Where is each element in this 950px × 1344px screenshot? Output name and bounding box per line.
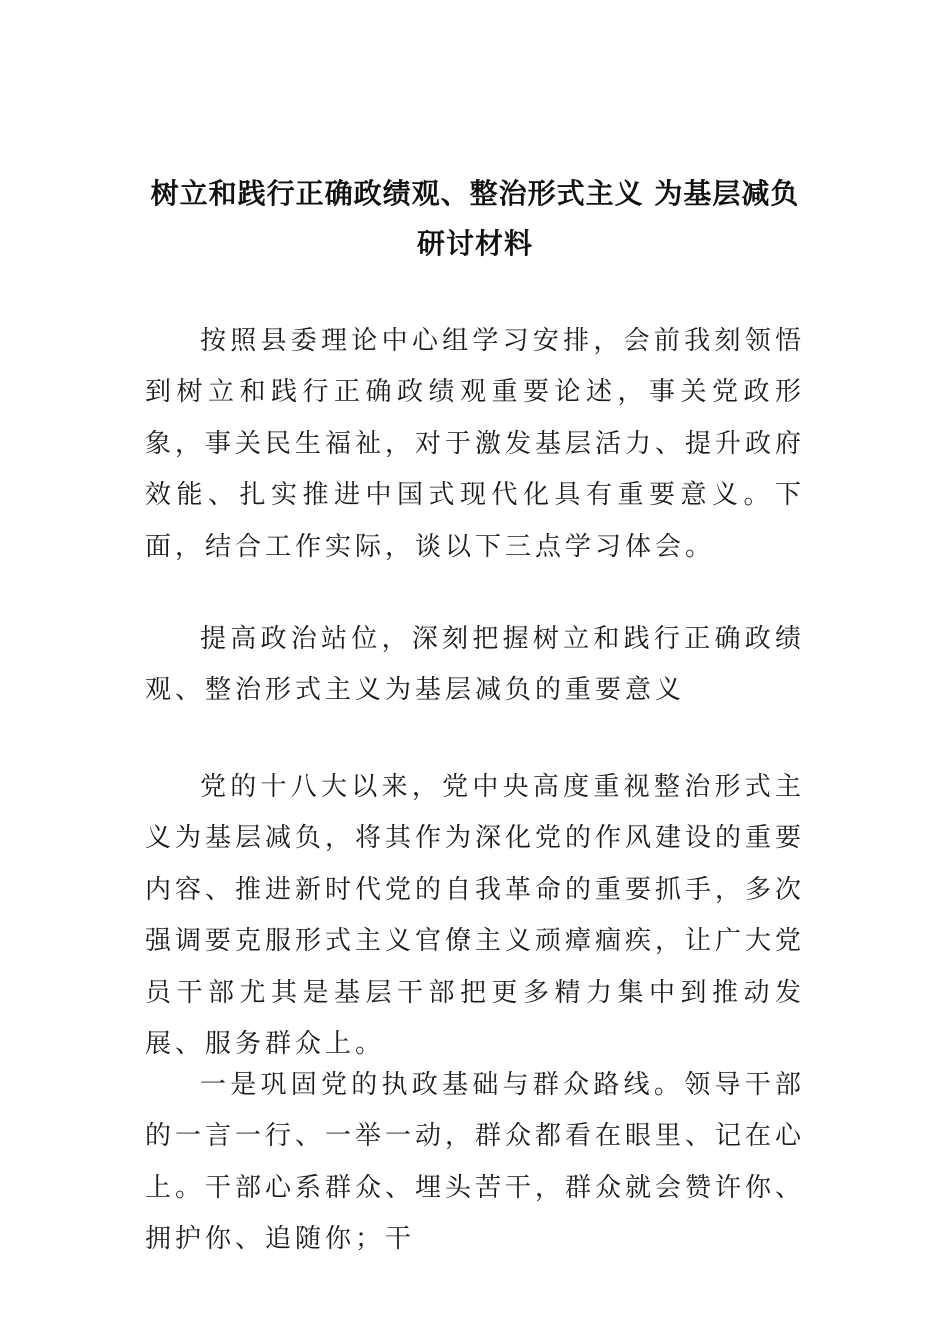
paragraph-background: 党的十八大以来，党中央高度重视整治形式主义为基层减负，将其作为深化党的作风建设的重要内容、推进新时代党的自我革命的重要抓手，多次强调要克服形式主义官僚主义顽瘴痼疾，让广大党员干部尤其是基层干部把更多精力集中到推动发展、服务群众上。 — [145, 772, 806, 1060]
paragraph-point-one: 一是巩固党的执政基础与群众路线。领导干部的一言一行、一举一动，群众都看在眼里、记在心上。干部心系群众、埋头苦干，群众就会赞许你、拥护你、追随你；干 — [145, 1070, 806, 1255]
document-title-line-2: 研讨材料 — [416, 227, 533, 260]
document-title-line-1: 树立和践行正确政绩观、整治形式主义 为基层减负 — [150, 177, 800, 210]
paragraph-intro: 按照县委理论中心组学习安排，会前我刻领悟到树立和践行正确政绩观重要论述，事关党政形象，事关民生福祉，对于激发基层活力、提升政府效能、扎实推进中国式现代化具有重要意义。下面，结合工作实际，谈以下三点学习体会。 — [145, 326, 806, 562]
paragraph-section-heading: 提高政治站位，深刻把握树立和践行正确政绩观、整治形式主义为基层减负的重要意义 — [145, 624, 805, 706]
